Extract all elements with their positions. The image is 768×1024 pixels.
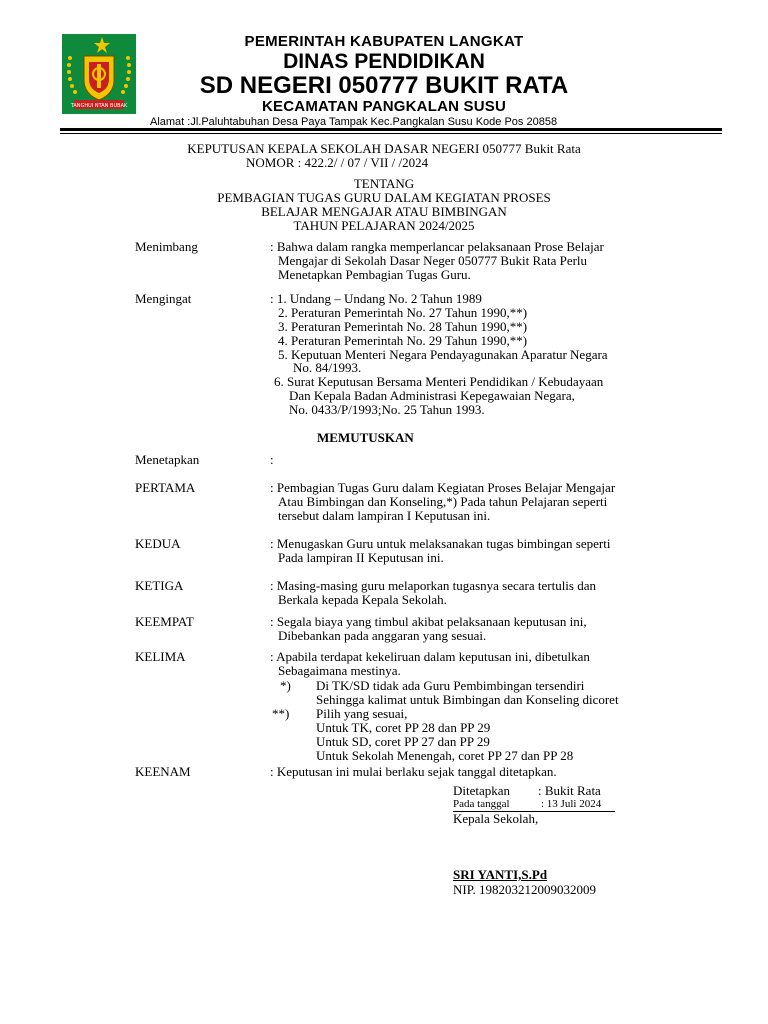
pertama-text: tersebut dalam lampiran I Keputusan ini. [278, 508, 491, 523]
mengingat-item: 6. Surat Keputusan Bersama Menteri Pendidikan / Kebudayaan [274, 374, 604, 389]
mengingat-item: No. 84/1993. [293, 360, 362, 375]
kelima-text: : Apabila terdapat kekeliruan dalam keputusan ini, dibetulkan [270, 649, 590, 664]
ditetapkan-label: Ditetapkan [453, 783, 511, 798]
kelima-label: KELIMA [135, 649, 186, 664]
keempat-label: KEEMPAT [135, 614, 194, 629]
footnote-text: Untuk SD, coret PP 27 dan PP 29 [316, 734, 490, 749]
menimbang-text: Menetapkan Pembagian Tugas Guru. [278, 267, 471, 282]
mengingat-item: Dan Kepala Badan Administrasi Kepegawaian Negara, [289, 388, 575, 403]
school-name: SD NEGERI 050777 BUKIT RATA [199, 72, 569, 99]
keempat-text: : Segala biaya yang timbul akibat pelaksanaan keputusan ini, [270, 614, 587, 629]
logo-motto: TANGHUI NTAN BUBAK [70, 103, 128, 109]
tanggal-label: Pada tanggal [453, 798, 510, 810]
district-name: KECAMATAN PANGKALAN SUSU [262, 98, 506, 115]
signatory-position: Kepala Sekolah, [453, 811, 539, 826]
subject-line: BELAJAR MENGAJAR ATAU BIMBINGAN [261, 204, 507, 219]
footnote-text: Di TK/SD tidak ada Guru Pembimbingan tersendiri [316, 678, 585, 693]
subject-line: TAHUN PELAJARAN 2024/2025 [293, 218, 475, 233]
mengingat-item: 5. Keputuan Menteri Negara Pendayagunakan Aparatur Negara [278, 347, 608, 362]
mengingat-item: 2. Peraturan Pemerintah No. 27 Tahun 1990,**) [278, 305, 528, 320]
keempat-text: Dibebankan pada anggaran yang sesuai. [278, 628, 487, 643]
menetapkan-label: Menetapkan [135, 452, 200, 467]
mengingat-item: 3. Peraturan Pemerintah No. 28 Tahun 1990,**) [278, 319, 528, 334]
mengingat-item: : 1. Undang – Undang No. 2 Tahun 1989 [270, 291, 482, 306]
mengingat-item: 4. Peraturan Pemerintah No. 29 Tahun 1990,**) [278, 333, 528, 348]
signatory-name: SRI YANTI,S.Pd [453, 867, 548, 882]
school-address: Alamat :Jl.Paluhtabuhan Desa Paya Tampak Kec.Pangkalan Susu Kode Pos 20858 [150, 116, 558, 128]
ditetapkan-value: : Bukit Rata [538, 783, 601, 798]
footnote-text: Pilih yang sesuai, [316, 706, 408, 721]
kelima-text: Sebagaimana mestinya. [278, 663, 401, 678]
footnote-mark: **) [272, 706, 290, 721]
kedua-text: Pada lampiran II Keputusan ini. [278, 550, 444, 565]
signatory-nip: NIP. 198203212009032009 [453, 882, 597, 897]
footnote-mark: *) [280, 678, 291, 693]
tanggal-value: : 13 Juli 2024 [541, 798, 602, 810]
keenam-label: KEENAM [135, 764, 191, 779]
mengingat-item: No. 0433/P/1993;No. 25 Tahun 1993. [289, 402, 485, 417]
footnote-text: Sehingga kalimat untuk Bimbingan dan Konseling dicoret [316, 692, 619, 707]
ketiga-text: : Masing-masing guru melaporkan tugasnya secara tertulis dan [270, 578, 596, 593]
keenam-text: : Keputusan ini mulai berlaku sejak tanggal ditetapkan. [270, 764, 557, 779]
department-name: DINAS PENDIDIKAN [283, 50, 485, 73]
tentang-label: TENTANG [353, 176, 415, 191]
subject-line: PEMBAGIAN TUGAS GURU DALAM KEGIATAN PROSES [217, 190, 551, 205]
ketiga-label: KETIGA [135, 578, 184, 593]
menimbang-text: Mengajar di Sekolah Dasar Neger 050777 Bukit Rata Perlu [278, 253, 588, 268]
menimbang-text: : Bahwa dalam rangka memperlancar pelaksanaan Prose Belajar [270, 239, 604, 254]
tanggal-row [453, 798, 615, 812]
footnote-text: Untuk TK, coret PP 28 dan PP 29 [316, 720, 491, 735]
decree-number: NOMOR : 422.2/ / 07 / VII / /2024 [246, 155, 429, 170]
kedua-label: KEDUA [135, 536, 181, 551]
government-name: PEMERINTAH KABUPATEN LANGKAT [244, 33, 524, 50]
ketiga-text: Berkala kepada Kepala Sekolah. [278, 592, 447, 607]
footnote-text: Untuk Sekolah Menengah, coret PP 27 dan PP 28 [316, 748, 574, 763]
pertama-text: Atau Bimbingan dan Konseling,*) Pada tahun Pelajaran seperti [278, 494, 608, 509]
letterhead-rule-thin [60, 133, 722, 134]
letterhead-rule [60, 128, 722, 131]
pertama-label: PERTAMA [135, 480, 196, 495]
memutuskan-heading: MEMUTUSKAN [317, 430, 414, 445]
mengingat-label: Mengingat [135, 291, 192, 306]
menetapkan-colon: : [270, 452, 274, 467]
menimbang-label: Menimbang [135, 239, 198, 254]
pertama-text: : Pembagian Tugas Guru dalam Kegiatan Proses Belajar Mengajar [270, 480, 616, 495]
kedua-text: : Menugaskan Guru untuk melaksanakan tugas bimbingan seperti [270, 536, 611, 551]
decree-title: KEPUTUSAN KEPALA SEKOLAH DASAR NEGERI 050777 Bukit Rata [187, 141, 581, 156]
